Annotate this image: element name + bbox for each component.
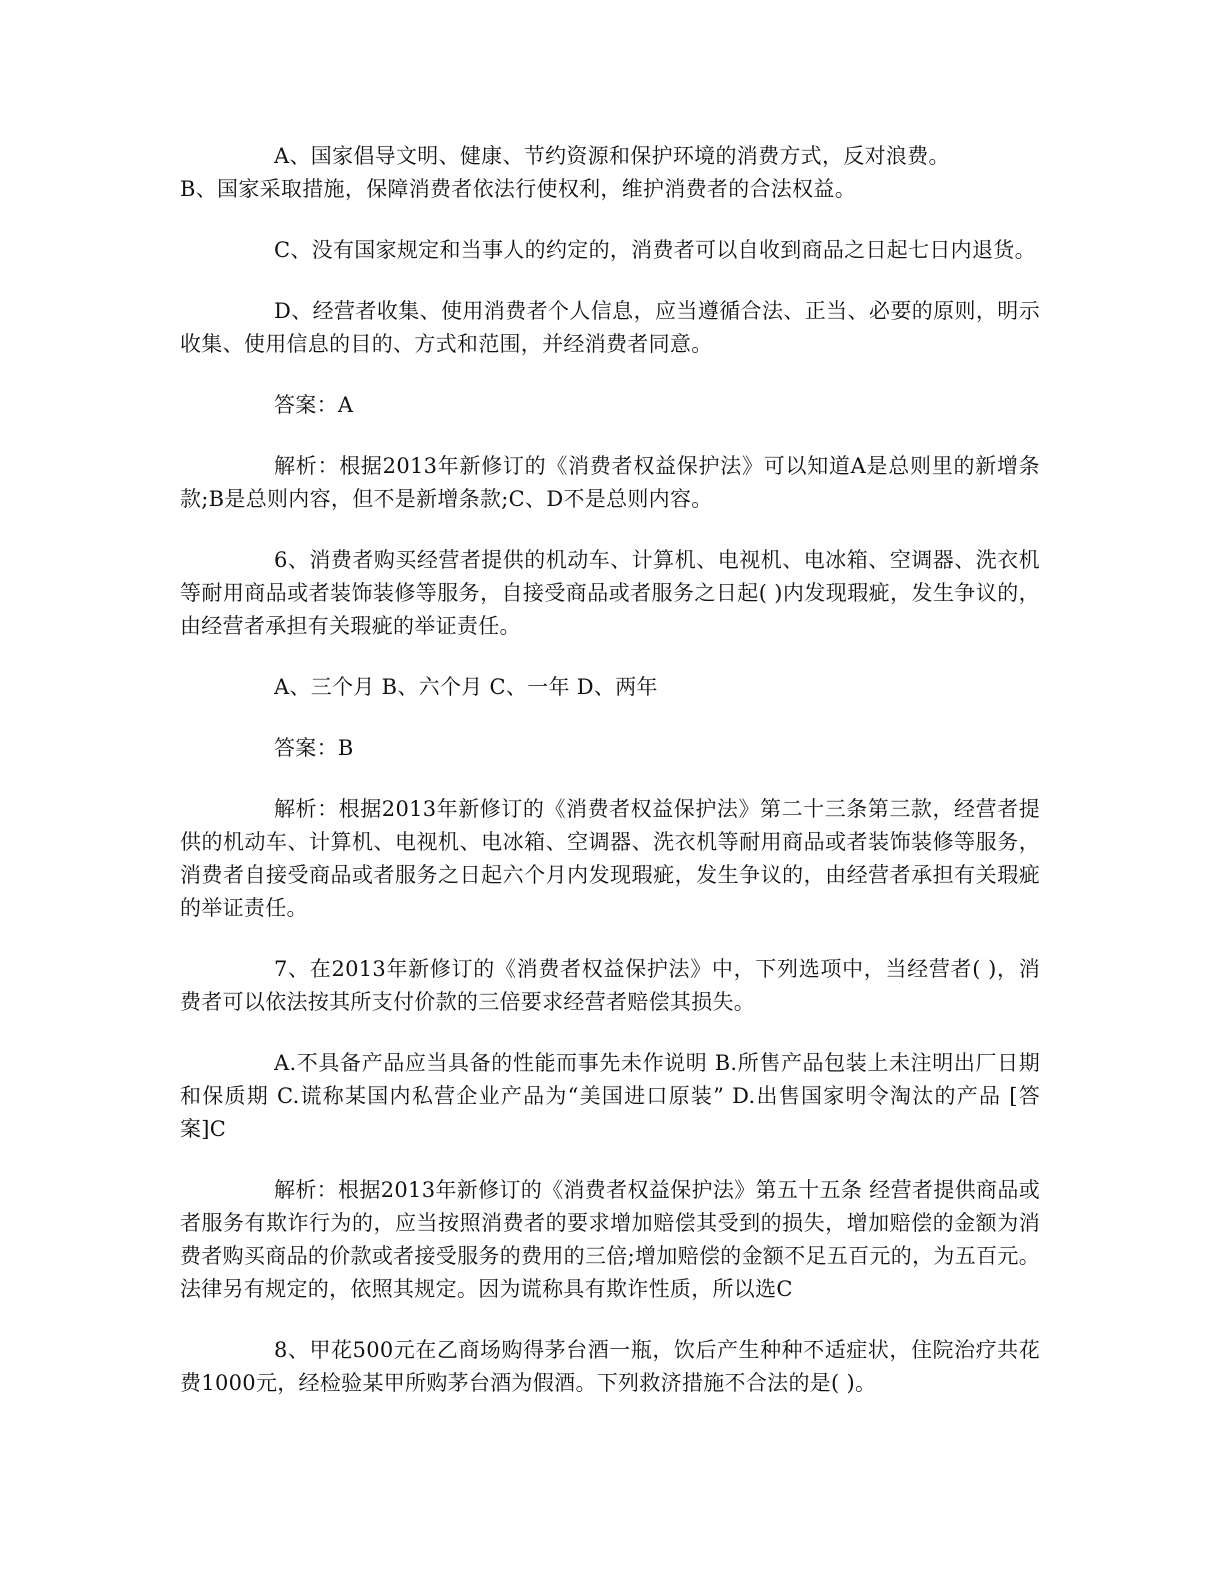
question-8: 8、甲花500元在乙商场购得茅台酒一瓶，饮后产生种种不适症状，住院治疗共花费1000元，经检验某甲所购茅台酒为假酒。下列救济措施不合法的是( )。 <box>180 1338 1040 1395</box>
analysis-5: 解析：根据2013年新修订的《消费者权益保护法》可以知道A是总则里的新增条款;B是总则内容，但不是新增条款;C、D不是总则内容。 <box>180 454 1040 511</box>
answer-6: 答案：B <box>274 736 354 760</box>
option-d: D、经营者收集、使用消费者个人信息，应当遵循合法、正当、必要的原则，明示收集、使用信息的目的、方式和范围，并经消费者同意。 <box>180 299 1040 356</box>
analysis-7: 解析：根据2013年新修订的《消费者权益保护法》第五十五条 经营者提供商品或者服务有欺诈行为的，应当按照消费者的要求增加赔偿其受到的损失，增加赔偿的金额为消费者购买商品的价款或者接受服务的费用的三倍;增加赔偿的金额不足五百元的，为五百元。法律另有规定的，依照其规定。因为谎称具有欺诈性质，所以选C <box>180 1178 1040 1301</box>
question-6: 6、消费者购买经营者提供的机动车、计算机、电视机、电冰箱、空调器、洗衣机等耐用商品或者装饰装修等服务，自接受商品或者服务之日起( )内发现瑕疵，发生争议的，由经营者承担有关瑕疵的举证责任。 <box>180 548 1040 638</box>
options-7: A.不具备产品应当具备的性能而事先未作说明 B.所售产品包装上未注明出厂日期和保质期 C.谎称某国内私营企业产品为“美国进口原装” D.出售国家明令淘汰的产品 [答案]C <box>180 1051 1040 1141</box>
option-b: B、国家采取措施，保障消费者依法行使权利，维护消费者的合法权益。 <box>180 177 857 201</box>
answer-5: 答案：A <box>274 393 354 417</box>
option-a: A、国家倡导文明、健康、节约资源和保护环境的消费方式，反对浪费。 <box>274 144 950 168</box>
question-7: 7、在2013年新修订的《消费者权益保护法》中，下列选项中，当经营者( )，消费者可以依法按其所支付价款的三倍要求经营者赔偿其损失。 <box>180 957 1040 1014</box>
option-c: C、没有国家规定和当事人的约定的，消费者可以自收到商品之日起七日内退货。 <box>274 238 1036 262</box>
analysis-6: 解析：根据2013年新修订的《消费者权益保护法》第二十三条第三款，经营者提供的机动车、计算机、电视机、电冰箱、空调器、洗衣机等耐用商品或者装饰装修等服务，消费者自接受商品或者服务之日起六个月内发现瑕疵，发生争议的，由经营者承担有关瑕疵的举证责任。 <box>180 797 1040 920</box>
document-page <box>180 140 1040 1428</box>
options-6: A、三个月 B、六个月 C、一年 D、两年 <box>274 675 658 699</box>
